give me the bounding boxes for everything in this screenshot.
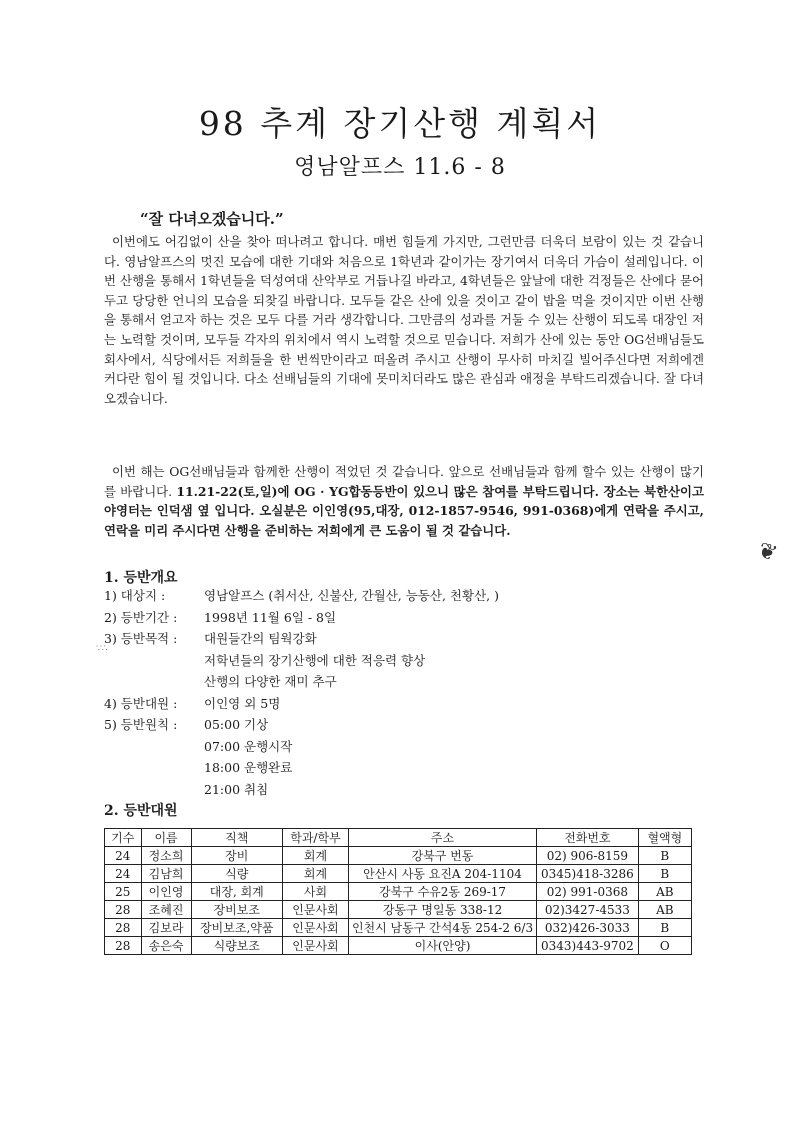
overview-label: 5) 등반원칙 : xyxy=(104,717,178,732)
table-row xyxy=(105,937,692,955)
table-header-cell: 학과/학부 xyxy=(282,829,348,847)
overview-value: 18:00 운행완료 xyxy=(204,760,293,775)
table-header-cell: 기수 xyxy=(105,829,142,847)
table-row xyxy=(105,883,692,901)
table-cell: 식량 xyxy=(191,865,282,883)
overview-row xyxy=(104,693,704,715)
table-cell: 02) 991-0368 xyxy=(537,883,639,901)
section2-heading: 2. 등반대원 xyxy=(104,803,178,819)
table-cell: B xyxy=(638,847,691,865)
table-cell: 인문사회 xyxy=(282,919,348,937)
table-header-cell: 전화번호 xyxy=(537,829,639,847)
overview-value: 07:00 운행시작 xyxy=(204,738,293,754)
table-cell: 24 xyxy=(105,865,142,883)
table-cell: 정소희 xyxy=(141,847,191,865)
table-header-cell: 주소 xyxy=(348,829,536,847)
overview-label: 3) 등반목적 : xyxy=(104,631,178,646)
table-cell: 안산시 사동 요진A 204-1104 xyxy=(348,865,536,883)
members-table xyxy=(104,828,692,955)
table-header-cell: 이름 xyxy=(141,829,191,847)
notice-paragraph xyxy=(104,462,704,540)
overview-row xyxy=(104,779,704,801)
table-cell: 이인영 xyxy=(141,883,191,901)
table-cell: 장비보조 xyxy=(191,901,282,919)
table-cell: B xyxy=(638,865,691,883)
table-cell: 강동구 명일동 338-12 xyxy=(348,901,536,919)
table-row xyxy=(105,901,692,919)
table-cell: 장비 xyxy=(191,847,282,865)
overview-row xyxy=(104,650,704,672)
overview-value: 1998년 11월 6일 - 8일 xyxy=(204,609,337,625)
table-cell: 28 xyxy=(105,919,142,937)
overview-value: 이인영 외 5명 xyxy=(204,695,281,711)
table-cell: 28 xyxy=(105,937,142,955)
document-title: 98 추계 장기산행 계획서 xyxy=(198,104,602,143)
table-cell: 0345)418-3286 xyxy=(537,865,639,883)
document-subtitle: 영남알프스 11.6 - 8 xyxy=(294,155,506,180)
table-cell: 이사(안양) xyxy=(348,937,536,955)
table-body xyxy=(105,847,692,955)
table-cell: 032)426-3033 xyxy=(537,919,639,937)
table-cell: AB xyxy=(638,883,691,901)
table-cell: B xyxy=(638,919,691,937)
notice-bold-text: 11.21-22(토,일)에 OG · YG합동등반이 있으니 많은 참여를 부탁드립니다. 장소는 북한산이고 야영터는 인덕샘 옆 입니다. 오실분은 이인영(95,대장, 012-1857-9546, 991-0368)에게 연락을 주시고, 연락을 미리 주시다면 산행을 준비하는 저희에게 큰 도움이 될 것 같습니다. xyxy=(104,483,704,538)
overview-row xyxy=(104,585,704,607)
overview-row xyxy=(104,607,704,629)
table-cell: 식량보조 xyxy=(191,937,282,955)
table-cell: 회계 xyxy=(282,847,348,865)
table-cell: 사회 xyxy=(282,883,348,901)
table-cell: 조혜진 xyxy=(141,901,191,919)
table-cell: 24 xyxy=(105,847,142,865)
overview-value: 영남알프스 (취서산, 신불산, 간월산, 능동산, 천황산, ) xyxy=(204,588,499,603)
overview-label xyxy=(104,757,204,779)
overview-label xyxy=(104,671,204,693)
table-cell: 28 xyxy=(105,901,142,919)
table-cell: 강북구 번동 xyxy=(348,847,536,865)
table-header-cell: 혈액형 xyxy=(638,829,691,847)
overview-label xyxy=(104,779,204,801)
table-cell: 25 xyxy=(105,883,142,901)
greeting-heading: “잘 다녀오겠습니다.” xyxy=(140,210,284,228)
overview-row xyxy=(104,714,704,736)
overview-row xyxy=(104,628,704,650)
table-cell: 인문사회 xyxy=(282,937,348,955)
scan-specks-icon: ∵∴ xyxy=(96,644,108,654)
table-row xyxy=(105,847,692,865)
table-cell: 02)3427-4533 xyxy=(537,901,639,919)
overview-label: 4) 등반대원 : xyxy=(104,695,178,711)
table-row xyxy=(105,919,692,937)
margin-mark-icon: ❦ xyxy=(754,537,781,568)
notice-plain-text: 이번 해는 OG선배님들과 함께한 산행이 적었던 것 같습니다. 앞으로 선배님들과 함께 할수 있는 산행이 많기를 바랍니다. xyxy=(104,464,704,499)
table-cell: 김남희 xyxy=(141,865,191,883)
section1-heading: 1. 등반개요 xyxy=(104,570,178,586)
table-row xyxy=(105,865,692,883)
table-cell: 인천시 남동구 간석4동 254-2 6/3 xyxy=(348,919,536,937)
overview-label: 2) 등반기간 : xyxy=(104,609,178,625)
table-cell: O xyxy=(638,937,691,955)
table-cell: 인문사회 xyxy=(282,901,348,919)
overview-value: 21:00 취침 xyxy=(204,781,269,797)
overview-row xyxy=(104,671,704,693)
overview-row xyxy=(104,757,704,779)
overview-label xyxy=(104,736,204,758)
overview-row xyxy=(104,736,704,758)
overview-value: 대원들간의 팀웍강화 xyxy=(204,631,317,646)
overview-label: 1) 대상지 : xyxy=(104,588,166,603)
table-cell: 대장, 회계 xyxy=(191,883,282,901)
table-cell: 강북구 수유2동 269-17 xyxy=(348,883,536,901)
table-cell: 회계 xyxy=(282,865,348,883)
table-cell: AB xyxy=(638,901,691,919)
table-cell: 김보라 xyxy=(141,919,191,937)
overview-value: 산행의 다양한 재미 추구 xyxy=(204,674,337,689)
table-cell: 0343)443-9702 xyxy=(537,937,639,955)
overview-value: 05:00 기상 xyxy=(204,717,269,732)
table-cell: 장비보조,약품 xyxy=(191,919,282,937)
intro-paragraph: 이번에도 어김없이 산을 찾아 떠나려고 합니다. 매번 힘들게 가지만, 그런만큼 더욱더 보람이 있는 것 같습니다. 영남알프스의 멋진 모습에 대한 기대와 처음으로 1학년과 같이가는 장기여서 더욱더 가슴이 설레입니다. 이번 산행을 통해서 1학년들을 덕성여대 산악부로 거듭나길 바라고, 4학년들은 앞날에 대한 걱정들은 산에다 묻어두고 당당한 언니의 모습을 되찾길 바랍니다. 모두들 같은 산에 있을 것이고 같이 밥을 먹을 것이지만 이번 산행을 통해서 얻고자 하는 것은 모두 다를 거라 생각합니다. 그만큼의 성과를 거둘 수 있는 산행이 되도록 대장인 저는 노력할 것이며, 모두들 각자의 위치에서 역시 노력할 것으로 믿습니다. 저희가 산에 있는 동안 OG선배님들도 회사에서, 식당에서든 저희들을 한 번씩만이라고 떠올려 주시고 산행이 무사히 마치길 빌어주신다면 저희에겐 커다란 힘이 될 것입니다. 다소 선배님들의 기대에 못미치더라도 많은 관심과 애정을 부탁드리겠습니다. 잘 다녀오겠습니다. xyxy=(104,234,704,406)
table-cell: 송은숙 xyxy=(141,937,191,955)
overview-label xyxy=(104,650,204,672)
table-header-cell: 직책 xyxy=(191,829,282,847)
overview-list xyxy=(104,585,704,800)
table-header-row xyxy=(105,829,692,847)
overview-value: 저학년들의 장기산행에 대한 적응력 향상 xyxy=(204,652,426,668)
table-cell: 02) 906-8159 xyxy=(537,847,639,865)
